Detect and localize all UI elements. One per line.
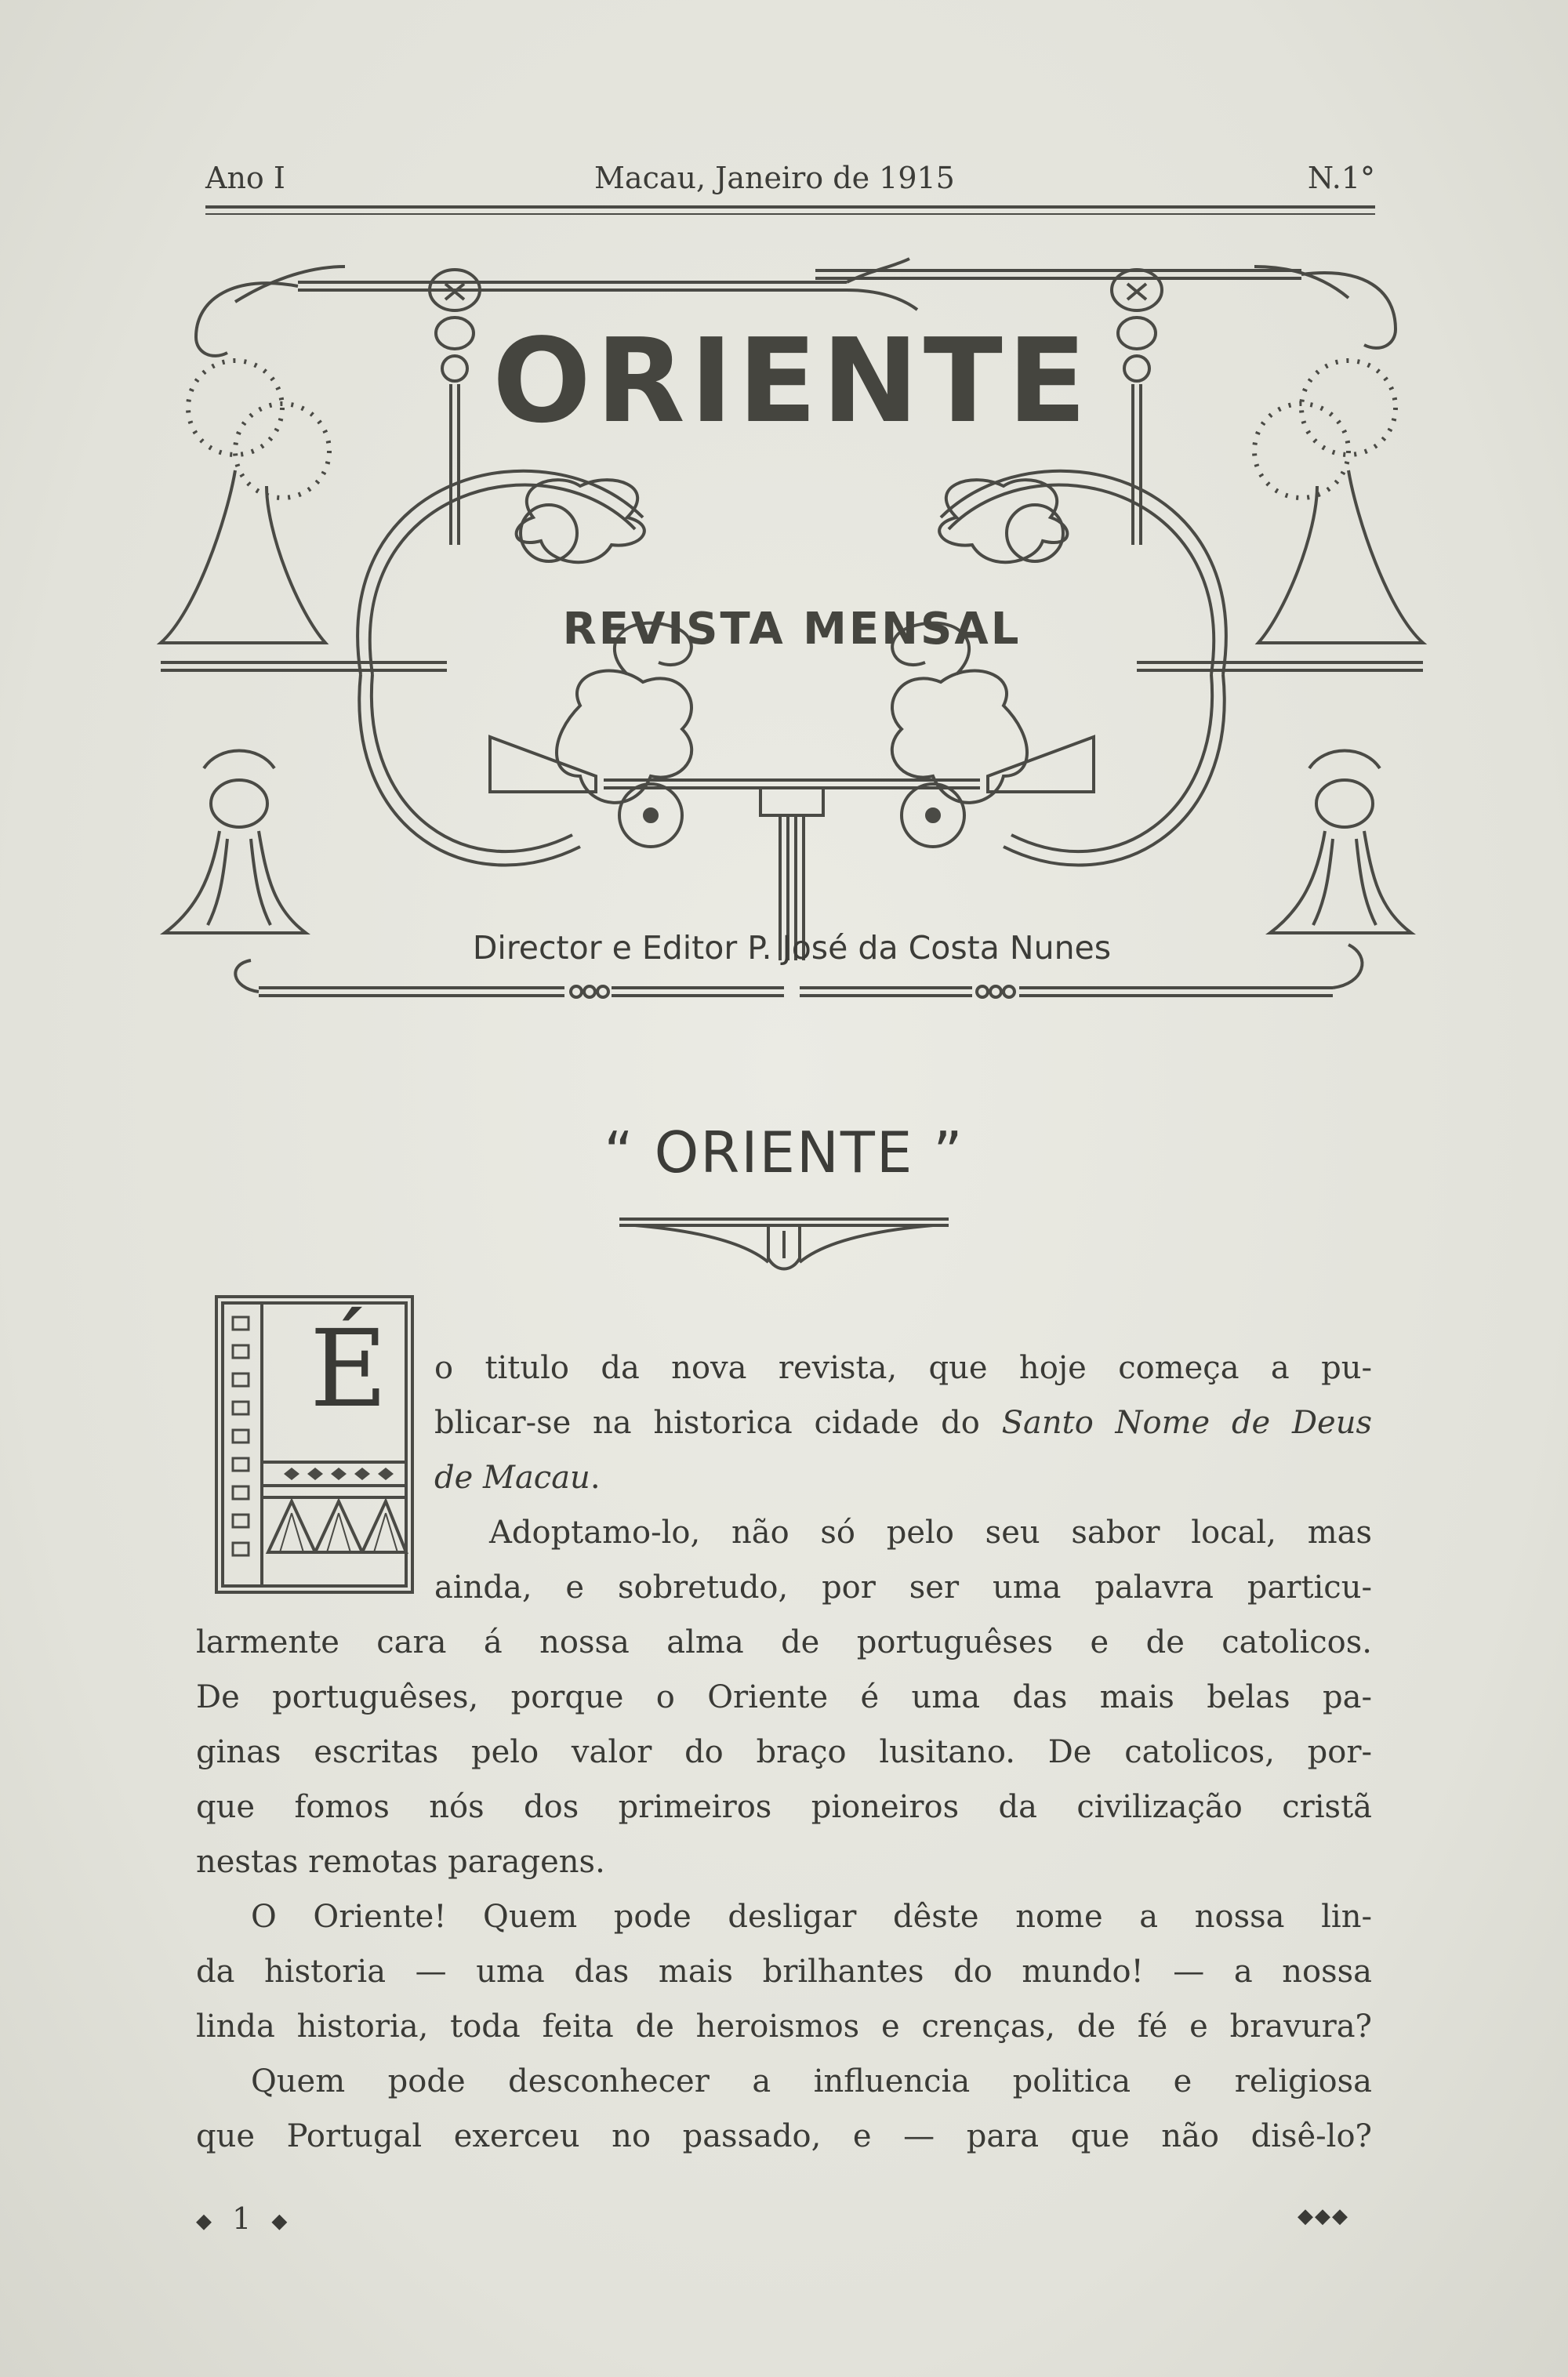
text-line: ainda, e sobretudo, por ser uma palavra particu- — [434, 1570, 1372, 1606]
text-line: blicar-se na historica cidade do Santo Nome de Deus — [434, 1405, 1372, 1441]
header — [205, 161, 1375, 200]
issue-number: N.1° — [1307, 161, 1375, 195]
text-line: O Oriente! Quem pode desligar dêste nome a nossa lin- — [251, 1899, 1372, 1935]
text-line: De portuguêses, porque o Oriente é uma das mais belas pa- — [196, 1679, 1372, 1715]
page-number: 1 — [232, 2201, 252, 2236]
masthead — [141, 235, 1443, 1019]
masthead-subtitle: REVISTA MENSAL — [562, 604, 1022, 655]
footer-page-number — [196, 2201, 287, 2236]
footer-ornament: ◆◆◆ — [1298, 2205, 1349, 2228]
text-line: da historia — uma das mais brilhantes do mundo! — a nossa — [196, 1954, 1372, 1990]
masthead-title: ORIENTE — [492, 314, 1091, 448]
diamond-icon: ◆ — [271, 2209, 288, 2234]
text-line: larmente cara á nossa alma de portuguêses e de catolicos. — [196, 1624, 1372, 1660]
masthead-editor: Director e Editor P. José da Costa Nunes — [472, 929, 1112, 967]
text-line: ginas escritas pelo valor do braço lusitano. De catolicos, por- — [196, 1734, 1372, 1770]
header-rule — [205, 205, 1375, 209]
text-line: nestas remotas paragens. — [196, 1844, 605, 1880]
text-line: que Portugal exerceu no passado, e — para que não disê-lo? — [196, 2118, 1372, 2154]
text-line: Quem pode desconhecer a influencia politica e religiosa — [251, 2063, 1372, 2099]
place-date: Macau, Janeiro de 1915 — [594, 161, 955, 195]
header-rule-thin — [205, 213, 1375, 215]
text-line: Adoptamo-lo, não só pelo seu sabor local, mas — [489, 1515, 1372, 1551]
title-ornament-icon — [619, 1211, 949, 1274]
text-line: o titulo da nova revista, que hoje começa a pu- — [434, 1350, 1372, 1386]
drop-cap-letter: É — [310, 1308, 388, 1432]
text-line: que fomos nós dos primeiros pioneiros da civilização cristã — [196, 1789, 1372, 1825]
text-line: linda historia, toda feita de heroismos e crenças, de fé e bravura? — [196, 2009, 1372, 2045]
article-title: “ ORIENTE ” — [604, 1120, 964, 1185]
volume-label: Ano I — [205, 161, 285, 195]
text-line: de Macau. — [434, 1460, 601, 1496]
diamond-icon: ◆ — [196, 2209, 212, 2234]
